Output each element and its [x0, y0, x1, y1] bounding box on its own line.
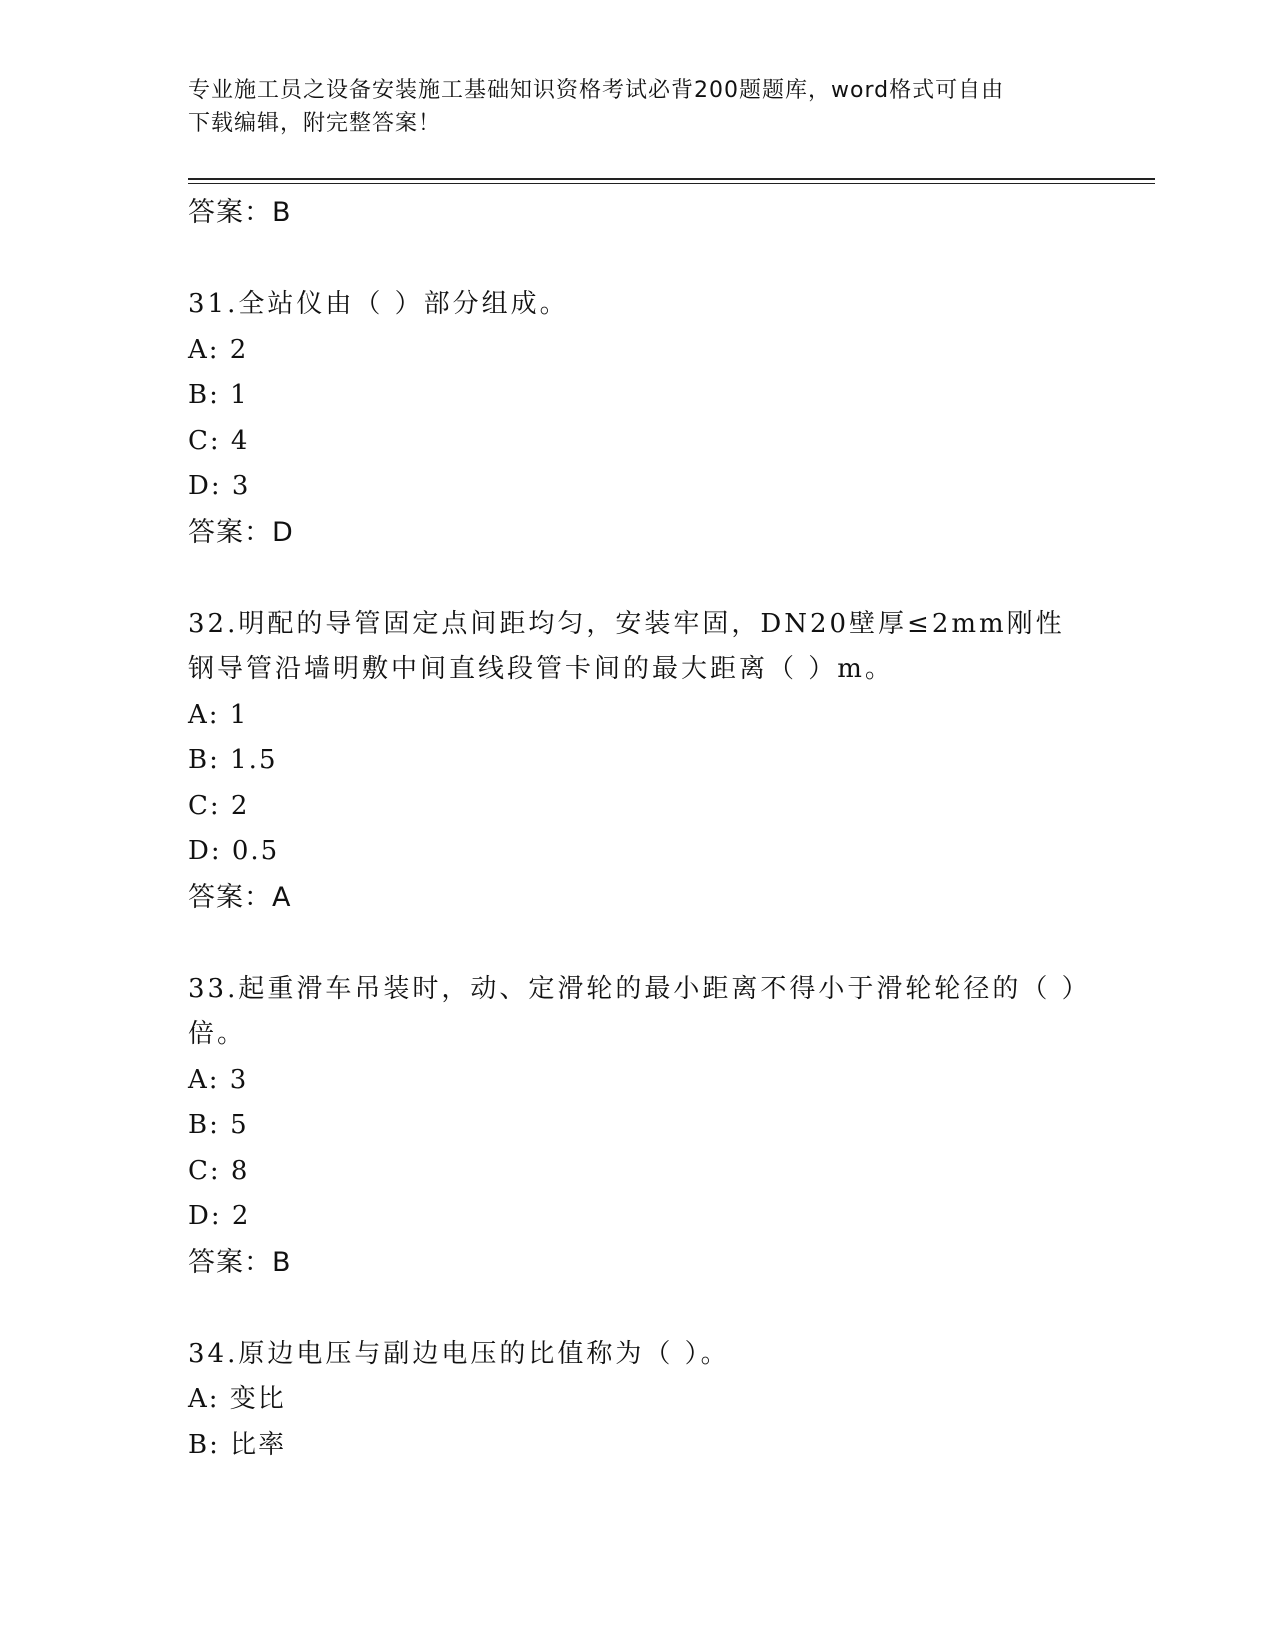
answer-line: 答案：D: [188, 516, 294, 548]
option-d: D: 3: [188, 471, 251, 501]
question-block-31: [188, 282, 1088, 555]
option-c: C: 2: [188, 790, 250, 821]
option-c: C: 4: [188, 425, 250, 456]
option-b: B: 1.5: [188, 745, 278, 775]
question-stem: 34.原边电压与副边电压的比值称为（ ）。: [188, 1338, 730, 1369]
option-c: C: 8: [188, 1155, 250, 1186]
option-a: A: 3: [188, 1064, 249, 1095]
option-a: A: 变比: [188, 1384, 286, 1414]
header-rule-thin: [188, 183, 1155, 184]
question-stem: 33.起重滑车吊装时，动、定滑轮的最小距离不得小于滑轮轮径的（ ）倍。: [188, 973, 1078, 1049]
spacer: [188, 235, 1088, 282]
question-block-33: [188, 967, 1088, 1285]
option-b: B: 5: [188, 1110, 249, 1140]
question-block-34: [188, 1332, 1088, 1469]
question-block-32: [188, 602, 1088, 920]
question-stem: 31.全站仪由（ ）部分组成。: [188, 289, 569, 319]
option-d: D: 2: [188, 1201, 251, 1231]
question-stem: 32.明配的导管固定点间距均匀，安装牢固，DN20壁厚≤2mm刚性钢导管沿墙明敷中间直线段管卡间的最大距离（ ）m。: [188, 608, 1065, 684]
option-a: A: 2: [188, 334, 249, 365]
question-list: [188, 190, 1088, 1468]
previous-answer: 答案：B: [188, 197, 292, 228]
spacer: [188, 555, 1088, 602]
header-rule-thick: [188, 178, 1155, 180]
header-line-2: 下载编辑，附完整答案！: [188, 111, 442, 136]
answer-line: 答案：B: [188, 1246, 292, 1278]
option-a: A: 1: [188, 699, 249, 730]
option-b: B: 比率: [188, 1429, 287, 1460]
option-d: D: 0.5: [188, 836, 280, 866]
spacer: [188, 920, 1088, 967]
header-line-1: 专业施工员之设备安装施工基础知识资格考试必背200题题库，word格式可自由: [188, 78, 1005, 103]
answer-line: 答案：A: [188, 881, 292, 913]
spacer: [188, 1285, 1088, 1332]
option-b: B: 1: [188, 380, 249, 410]
document-header: [188, 74, 1088, 140]
